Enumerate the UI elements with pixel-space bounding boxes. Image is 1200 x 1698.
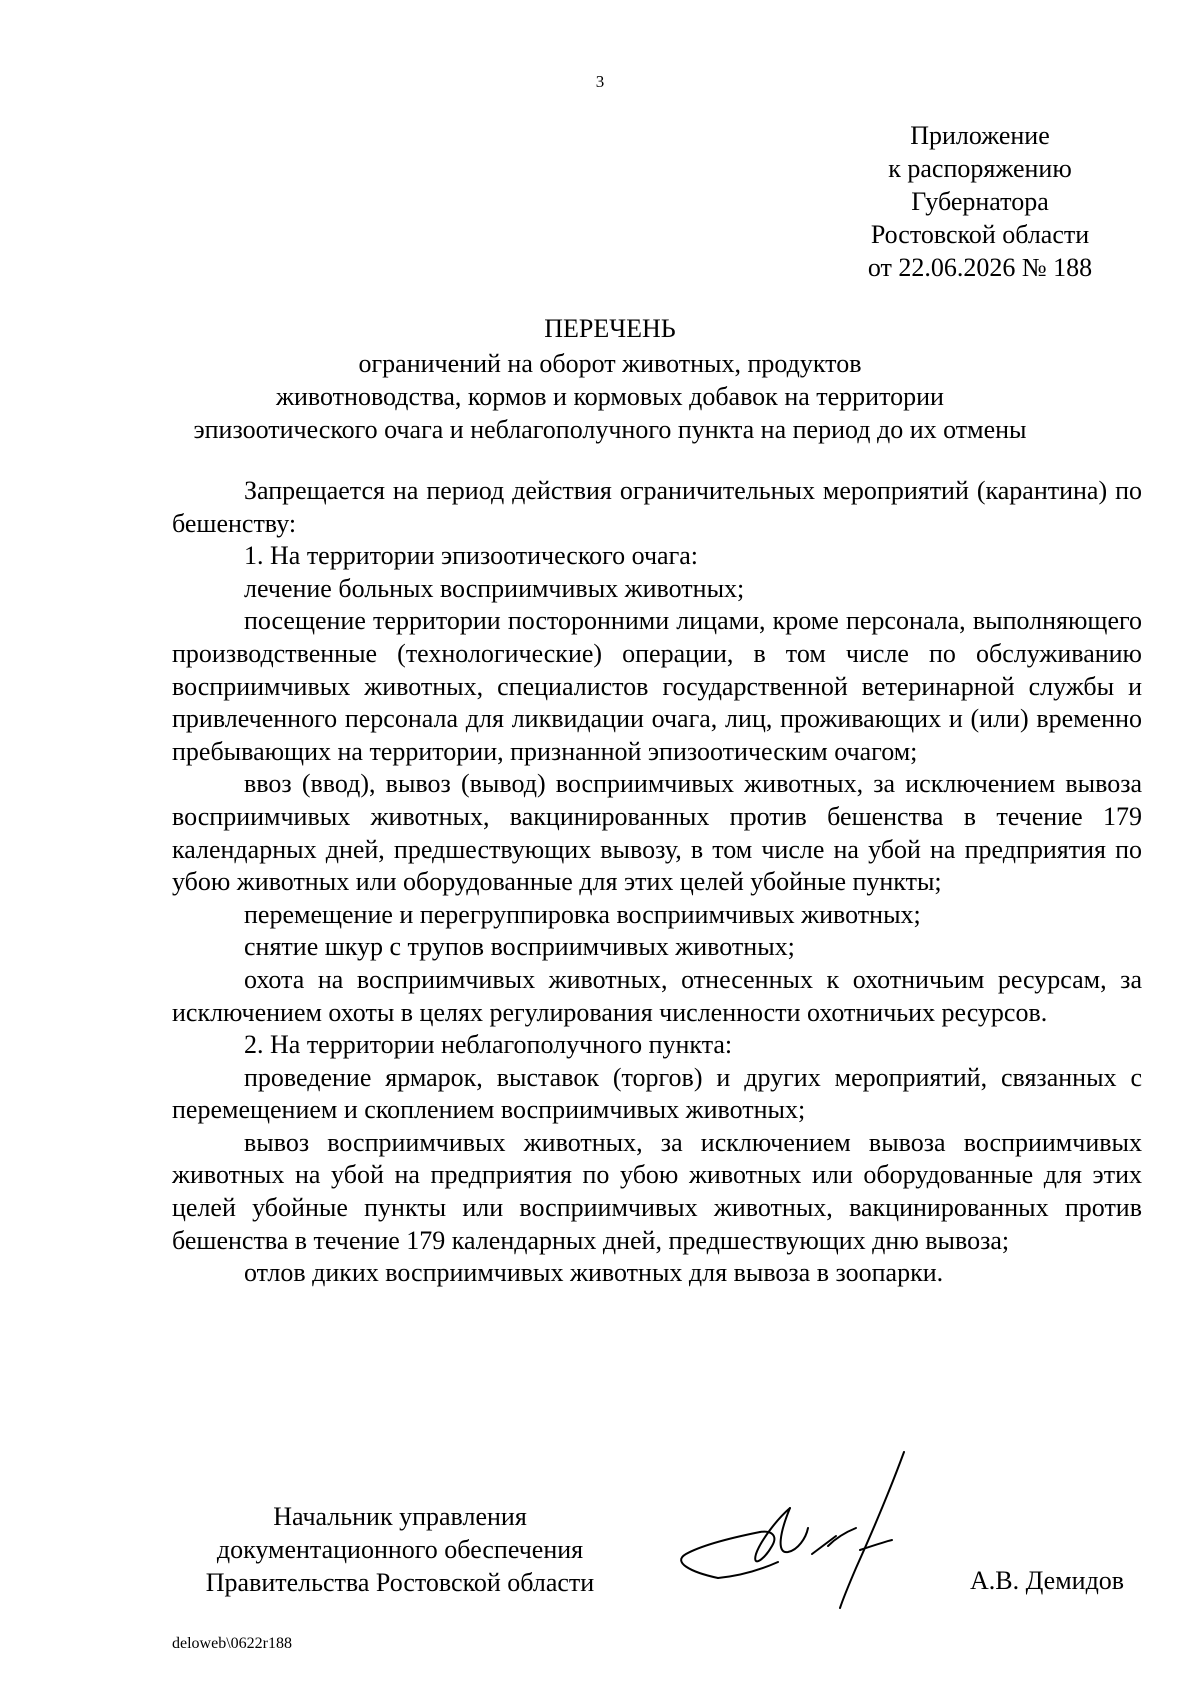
paragraph: отлов диких восприимчивых животных для вывоза в зоопарки.	[244, 1258, 944, 1288]
paragraph: ввоз (ввод), вывоз (вывод) восприимчивых животных, за исключением вывоза восприимчивых животных, вакцинированных против бешенства в течение 179 календарных дней, предшествующих вывозу, в том числе на убой на предприятия по убою животных или оборудованные для этих целей убойные пункты;	[172, 769, 1142, 897]
handwritten-signature	[660, 1450, 960, 1610]
position-line: Правительства Ростовской области	[205, 1568, 595, 1597]
signatory-position	[170, 1500, 630, 1599]
document-body	[172, 475, 1142, 1290]
appendix-line: Губернатора	[911, 187, 1049, 216]
paragraph: 2. На территории неблагополучного пункта:	[244, 1030, 733, 1060]
document-title	[170, 312, 1050, 446]
appendix-line: Приложение	[910, 121, 1050, 150]
appendix-line: к распоряжению	[888, 154, 1072, 183]
appendix-line: от 22.06.2026 № 188	[867, 253, 1093, 282]
paragraph: перемещение и перегруппировка восприимчивых животных;	[244, 899, 921, 929]
signer-name: А.В. Демидов	[970, 1566, 1125, 1595]
paragraph: проведение ярмарок, выставок (торгов) и других мероприятий, связанных с перемещением и скоплением восприимчивых животных;	[172, 1062, 1142, 1125]
title-main: ПЕРЕЧЕНЬ	[544, 314, 676, 343]
position-line: документационного обеспечения	[216, 1535, 584, 1564]
paragraph: посещение территории посторонними лицами, кроме персонала, выполняющего производственные (технологические) операции, в том числе по обслуживанию восприимчивых животных, специалистов государственной ветеринарной службы и привлеченного персонала для ликвидации очага, лиц, проживающих и (или) временно пребывающих на территории, признанной эпизоотическим очагом;	[172, 606, 1142, 766]
paragraph: снятие шкур с трупов восприимчивых животных;	[244, 932, 795, 962]
paragraph: 1. На территории эпизоотического очага:	[244, 541, 699, 571]
document-code: deloweb\0622r188	[172, 1635, 292, 1652]
appendix-line: Ростовской области	[870, 220, 1090, 249]
paragraph: Запрещается на период действия ограничительных мероприятий (карантина) по бешенству:	[172, 476, 1142, 538]
page-number: 3	[595, 72, 605, 91]
paragraph: лечение больных восприимчивых животных;	[244, 573, 745, 603]
paragraph: охота на восприимчивых животных, отнесенных к охотничьим ресурсам, за исключением охоты в целях регулирования численности охотничьих ресурсов.	[172, 964, 1142, 1027]
paragraph: вывоз восприимчивых животных, за исключением вывоза восприимчивых животных на убой на предприятия по убою животных или оборудованные для этих целей убойные пункты или восприимчивых животных, вакцинированных против бешенства в течение 179 календарных дней, предшествующих дню вывоза;	[172, 1127, 1142, 1255]
appendix-header	[830, 119, 1130, 284]
title-line: животноводства, кормов и кормовых добавок на территории	[276, 382, 944, 411]
position-line: Начальник управления	[273, 1502, 527, 1531]
title-line: эпизоотического очага и неблагополучного пункта на период до их отмены	[193, 415, 1027, 444]
title-line: ограничений на оборот животных, продуктов	[358, 349, 862, 378]
